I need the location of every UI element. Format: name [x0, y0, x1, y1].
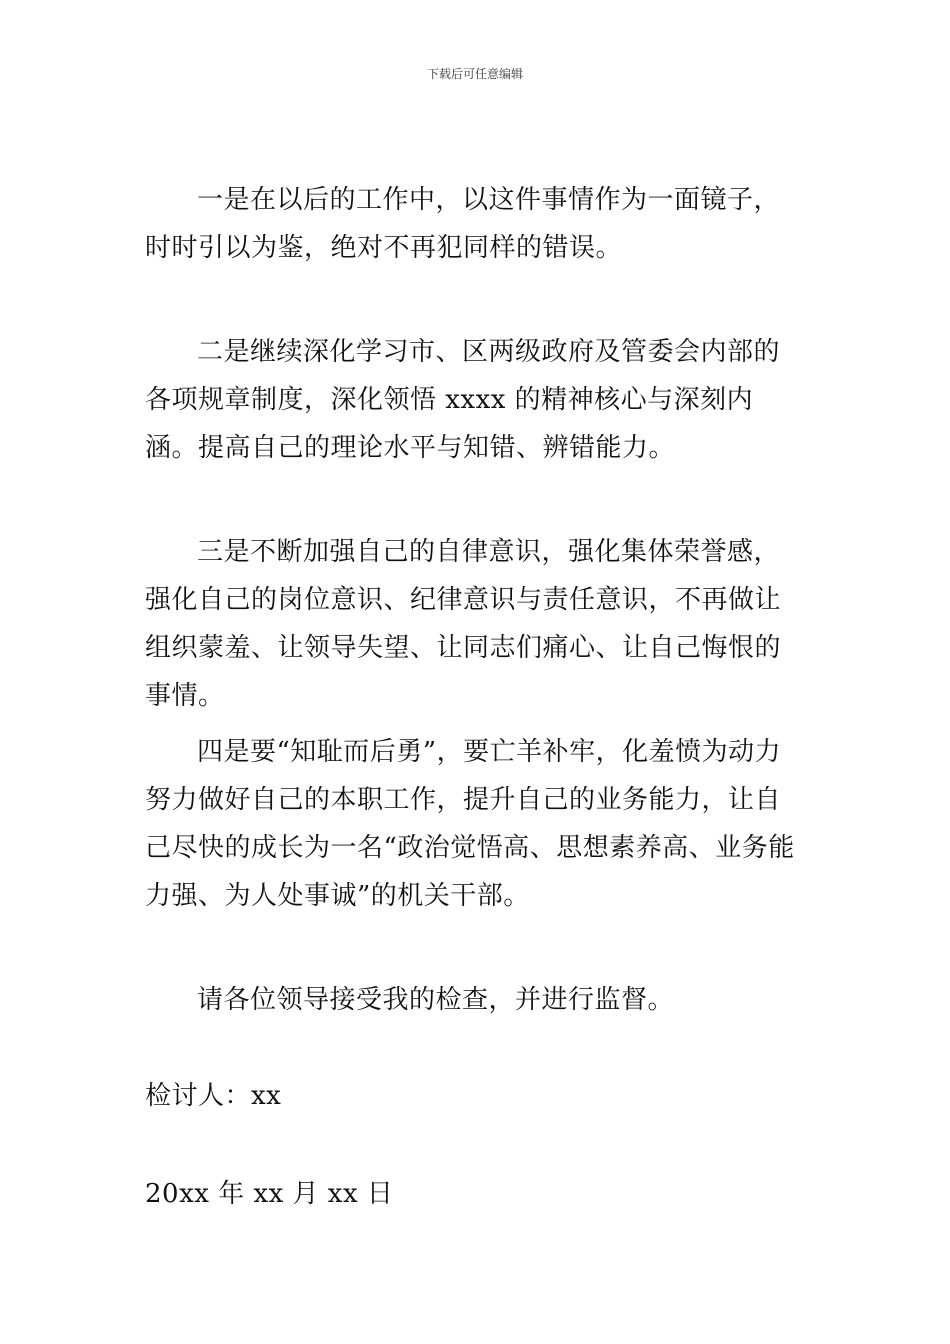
paragraph-5	[145, 976, 805, 1024]
paragraph-4	[145, 728, 805, 920]
page-header: 下载后可任意编辑	[426, 67, 523, 81]
paragraph-1	[145, 176, 805, 272]
paragraph-2	[145, 328, 805, 472]
paragraph-3-text: 三是不断加强自己的自律意识，强化集体荣誉感，强化自己的岗位意识、纪律意识与责任意识，不再做让组织蒙羞、让领导失望、让同志们痛心、让自己悔恨的事情。	[145, 537, 782, 711]
paragraph-3	[145, 528, 805, 720]
paragraph-5-text: 请各位领导接受我的检查，并进行监督。	[197, 985, 675, 1015]
paragraph-2-text: 二是继续深化学习市、区两级政府及管委会内部的各项规章制度，深化领悟 xxxx 的精神核心与深刻内涵。提高自己的理论水平与知错、辨错能力。	[145, 337, 781, 463]
paragraph-1-text: 一是在以后的工作中，以这件事情作为一面镜子，时时引以为鉴，绝对不再犯同样的错误。	[145, 185, 781, 263]
signer-line: 检讨人：xx	[145, 1081, 282, 1111]
date-line: 20xx 年 xx 月 xx 日	[145, 1179, 394, 1209]
paragraph-4-text: 四是要“知耻而后勇”，要亡羊补牢，化羞愤为动力努力做好自己的本职工作，提升自己的业务能力，让自己尽快的成长为一名“政治觉悟高、思想素养高、业务能力强、为人处事诚”的机关干部。	[145, 737, 795, 911]
